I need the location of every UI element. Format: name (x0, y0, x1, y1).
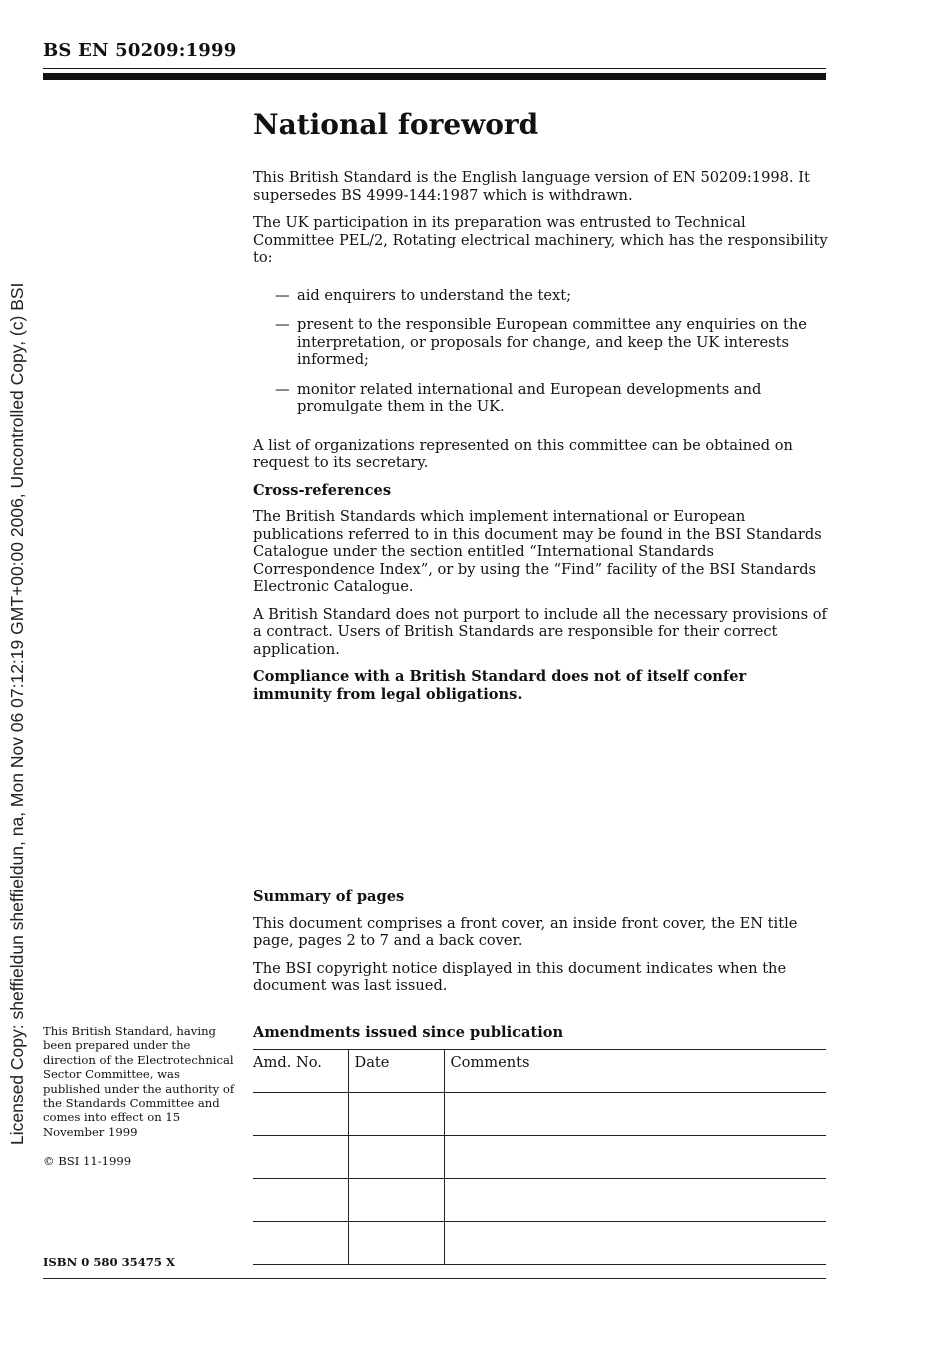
table-header-row (253, 1050, 826, 1093)
table-cell (444, 1093, 826, 1136)
compliance-statement: Compliance with a British Standard does not of itself confer immunity from legal obligations. (253, 668, 747, 703)
list-item (253, 287, 828, 305)
responsibility-list (253, 287, 828, 416)
table-cell (253, 1179, 348, 1222)
table-cell (253, 1093, 348, 1136)
footer-rule (43, 1278, 826, 1279)
table-cell (253, 1136, 348, 1179)
table-row (253, 1179, 826, 1222)
table-cell (348, 1179, 444, 1222)
copyright-line: © BSI 11-1999 (43, 1154, 132, 1168)
list-item-text: aid enquirers to understand the text; (297, 286, 572, 304)
table-cell (444, 1222, 826, 1265)
table-cell (253, 1222, 348, 1265)
header-rule-thin (43, 68, 826, 69)
table-cell (348, 1136, 444, 1179)
cross-references-heading: Cross-references (253, 481, 392, 499)
list-item (253, 381, 828, 416)
table-cell (348, 1222, 444, 1265)
organizations-paragraph: A list of organizations represented on this committee can be obtained on request to its secretary. (253, 436, 793, 471)
amendments-heading: Amendments issued since publication (253, 1024, 564, 1041)
column-header-comments: Comments (444, 1050, 826, 1093)
column-header-amd-no: Amd. No. (253, 1050, 348, 1093)
table-row (253, 1093, 826, 1136)
column-header-date: Date (348, 1050, 444, 1093)
table-cell (444, 1136, 826, 1179)
list-item (253, 316, 828, 369)
license-watermark: Licensed Copy: sheffieldun sheffieldun, na, Mon Nov 06 07:12:19 GMT+00:00 2006, Uncontrolled Copy, (c) BSI (7, 282, 27, 1145)
list-item-text: present to the responsible European committee any enquiries on the interpretation, or proposals for change, and keep the UK interests informed; (297, 316, 807, 368)
amendments-table (253, 1049, 826, 1265)
table-cell (444, 1179, 826, 1222)
table-row (253, 1222, 826, 1265)
publication-note: This British Standard, having been prepared under the direction of the Electrotechnical Sector Committee, was published under the authority of the Standards Committee and comes into effect on 15 November 1999 (43, 1024, 235, 1139)
summary-heading: Summary of pages (253, 888, 405, 905)
summary-paragraph: This document comprises a front cover, an inside front cover, the EN title page, pages 2 to 7 and a back cover. (253, 914, 798, 949)
header-rule-thick (43, 73, 826, 80)
dash-marker: — (275, 316, 290, 333)
list-item-text: monitor related international and European developments and promulgate them in the UK. (297, 380, 762, 415)
isbn-number: ISBN 0 580 35475 X (43, 1255, 175, 1269)
intro-paragraph: This British Standard is the English language version of EN 50209:1998. It supersedes BS 4999-144:1987 which is withdrawn. (253, 169, 810, 204)
dash-marker: — (275, 286, 290, 304)
table-cell (348, 1093, 444, 1136)
page-title: National foreword (253, 108, 539, 141)
dash-marker: — (275, 380, 290, 398)
document-code: BS EN 50209:1999 (43, 40, 237, 61)
table-row (253, 1136, 826, 1179)
cross-references-paragraph: The British Standards which implement international or European publications referred to in this document may be found in the BSI Standards Catalogue under the section entitled “International Standards Correspondence Index”, or by using the “Find” facility of the BSI Standards Electronic Catalogue. (253, 508, 822, 595)
copyright-notice-paragraph: The BSI copyright notice displayed in this document indicates when the document was last issued. (253, 959, 787, 994)
foreword-section (253, 108, 828, 713)
provisions-paragraph: A British Standard does not purport to include all the necessary provisions of a contract. Users of British Standards are responsible for their correct application. (253, 605, 827, 658)
summary-section (253, 888, 828, 1005)
committee-paragraph: The UK participation in its preparation was entrusted to Technical Committee PEL/2, Rotating electrical machinery, which has the responsibility to: (253, 214, 828, 266)
